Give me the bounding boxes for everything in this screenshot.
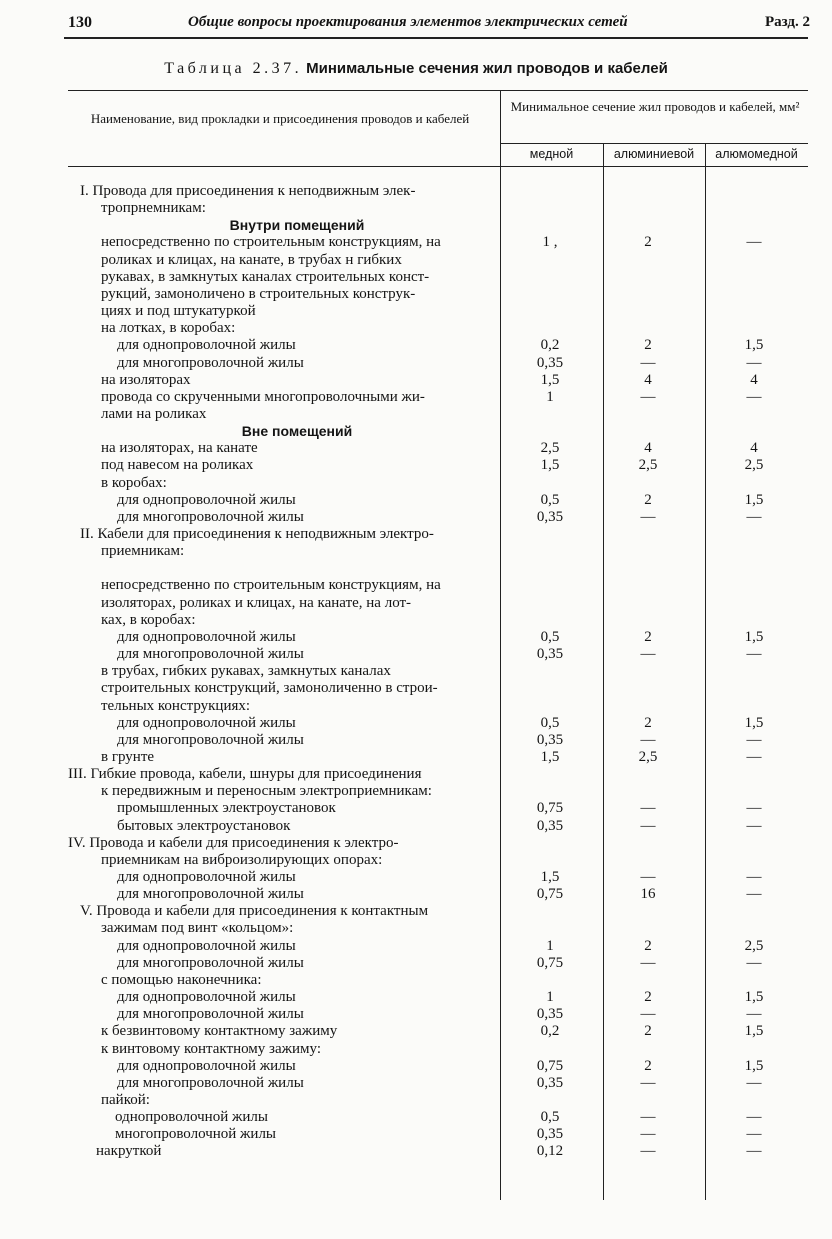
table-cell-cual: 4 (750, 371, 758, 388)
table-cell-cual: — (746, 1109, 762, 1126)
table-cell-al: 2 (644, 628, 652, 645)
table-cell-al: 2 (644, 1023, 652, 1040)
table-cell-al: — (640, 1109, 656, 1126)
column-divider (705, 143, 706, 1200)
page-number: 130 (68, 14, 92, 31)
table-cell-cu: 0,75 (536, 1057, 564, 1074)
table-cell-al: 2 (644, 714, 652, 731)
table-cell-al: 2 (644, 491, 652, 508)
table-cell-cual: 2,5 (744, 457, 764, 474)
table-cell-cual: — (746, 731, 762, 748)
table-cell-cual: 1,5 (744, 714, 764, 731)
table-cell-cu: 0,75 (536, 886, 564, 903)
table-row-label: многопроволочной жилы (115, 1126, 277, 1143)
table-cell-cu: 0,2 (540, 337, 560, 354)
table-cell-cual: — (746, 1126, 762, 1143)
table-cell-al: — (640, 1126, 656, 1143)
table-row-label: для многопроволочной жилы (117, 354, 304, 371)
table-row-label: бытовых электроустановок (117, 817, 291, 834)
table-cell-cu: 1,5 (540, 748, 560, 765)
table-cell-al: 2 (644, 337, 652, 354)
table-cell-al: 2,5 (638, 457, 658, 474)
table-cell-al: 2 (644, 234, 652, 251)
table-cell-cual: 1,5 (744, 1023, 764, 1040)
table-cell-al: — (640, 388, 656, 405)
table-cell-al: 4 (644, 440, 652, 457)
table-caption-title: Минимальные сечения жил проводов и кабелей (306, 60, 668, 77)
table-row-label: строительных конструкций, замоноличенно в строи- (101, 680, 438, 697)
table-cell-cual: — (746, 886, 762, 903)
table-cell-cu: 1,5 (540, 371, 560, 388)
table-row-label: для однопроволочной жилы (117, 337, 296, 354)
table-cell-cual: 2,5 (744, 937, 764, 954)
table-cell-cu: 1,5 (540, 869, 560, 885)
table-cell-cu: 0,35 (536, 1126, 564, 1143)
table-cell-cu: 0,35 (536, 731, 564, 748)
table-row-label: III. Гибкие провода, кабели, шнуры для присоединения (68, 766, 422, 783)
table-cell-al: — (640, 869, 656, 885)
table-cell-al: — (640, 1074, 656, 1091)
table-row-label: приемникам: (101, 543, 185, 560)
table-cell-cu: 0,35 (536, 817, 564, 834)
table-row-label: для однопроволочной жилы (117, 937, 296, 954)
table-cell-al: — (640, 646, 656, 663)
table-row-label: для многопроволочной жилы (117, 731, 304, 748)
table-cell-cual: — (746, 817, 762, 834)
table-cell-cual: — (746, 234, 762, 251)
table-row-label: приемникам на виброизолирующих опорах: (101, 851, 383, 868)
table-row-label: тропрнемникам: (101, 200, 206, 217)
section-label: Разд. 2 (764, 14, 810, 30)
table-cell-cual: 1,5 (744, 337, 764, 354)
table-cell-cual: — (746, 1006, 762, 1023)
table-row-label: пайкой: (101, 1091, 150, 1108)
table-cell-cu: 0,35 (536, 646, 564, 663)
table-row-label: однопроволочной жилы (115, 1109, 268, 1126)
table-row-label: изоляторах, роликах и клицах, на канате, на лот- (101, 594, 412, 611)
table-cell-al: — (640, 354, 656, 371)
table-row-label: ках, в коробах: (101, 611, 196, 628)
table-row-label: роликах и клицах, на канате, в трубах н гибких (101, 251, 402, 268)
table-row-label: под навесом на роликах (101, 457, 254, 474)
table-row-label: циях и под штукатуркой (101, 303, 256, 320)
table-row-label: для многопроволочной жилы (117, 1074, 304, 1091)
table-cell-cu: 0,2 (540, 1023, 560, 1040)
table-cell-cual: — (746, 1074, 762, 1091)
table-row-label: рукавах, в замкнутых каналах строительных конст- (101, 268, 430, 285)
table-cell-al: 2 (644, 937, 652, 954)
header-rule (64, 37, 808, 39)
table-cell-cu: 1,5 (540, 457, 560, 474)
table-row-label: к винтовому контактному зажиму: (101, 1040, 321, 1057)
table-row-label: непосредственно по строительным конструкциям, на (101, 577, 441, 594)
table-row-label: в грунте (101, 748, 155, 765)
table-cell-cu: 0,5 (540, 628, 560, 645)
table-cell-al: — (640, 508, 656, 525)
table-row-label: промышленных электроустановок (117, 800, 336, 817)
table-cell-cual: 1,5 (744, 491, 764, 508)
table-row-label: для многопроволочной жилы (117, 886, 304, 903)
table-row-label: для однопроволочной жилы (117, 714, 296, 731)
table-cell-al: — (640, 954, 656, 971)
column-header-copper: медной (529, 147, 574, 161)
table-cell-al: — (640, 817, 656, 834)
table-row-label: в трубах, гибких рукавах, замкнутых каналах (101, 663, 391, 680)
table-cell-cu: 2,5 (540, 440, 560, 457)
table-cell-cu: 0,5 (540, 714, 560, 731)
table-cell-cu: 0,75 (536, 800, 564, 817)
table-row-label: к безвинтовому контактному зажиму (101, 1023, 338, 1040)
table-cell-al: — (640, 1143, 656, 1160)
table-cell-cu: 0,5 (540, 1109, 560, 1126)
column-divider (603, 143, 604, 1200)
table-cell-cu: 0,12 (536, 1143, 564, 1160)
table-cell-cual: — (746, 508, 762, 525)
table-cell-al: — (640, 1006, 656, 1023)
running-title: Общие вопросы проектирования элементов электрических сетей (188, 14, 628, 30)
table-cell-cual: 4 (750, 440, 758, 457)
column-header-cualum: алюмомедной (715, 147, 798, 161)
table-row-label: накруткой (96, 1143, 162, 1160)
table-row-label: с помощью наконечника: (101, 971, 262, 988)
column-header-aluminum: алюминиевой (613, 147, 695, 161)
table-cell-cual: — (746, 954, 762, 971)
table-row-label: тельных конструкциях: (101, 697, 251, 714)
column-divider (500, 90, 501, 1200)
table-row-label: для однопроволочной жилы (117, 869, 296, 885)
table-caption (0, 60, 832, 78)
table-cell-al: 16 (640, 886, 656, 903)
table-row-label: к передвижным и переносным электроприемникам: (101, 783, 432, 800)
table-row-label: для однопроволочной жилы (117, 628, 296, 645)
table-row-label: для многопроволочной жилы (117, 646, 304, 663)
table-cell-cu: 0,35 (536, 354, 564, 371)
table-cell-cual: 1,5 (744, 1057, 764, 1074)
table-row-label: зажимам под винт «кольцом»: (101, 920, 294, 937)
table-cell-al: 2 (644, 989, 652, 1006)
table-row-label: на лотках, в коробах: (101, 320, 236, 337)
table-subheading: Вне помещений (241, 423, 353, 440)
table-row-label: для многопроволочной жилы (117, 1006, 304, 1023)
table-cell-cual: 1,5 (744, 628, 764, 645)
table-cell-al: — (640, 731, 656, 748)
table-row-label: для однопроволочной жилы (117, 1057, 296, 1074)
table-cell-cu: 0,5 (540, 491, 560, 508)
table-cell-cu: 1 (546, 937, 554, 954)
table-row-label: на изоляторах, на канате (101, 440, 258, 457)
table-row-label: рукций, замоноличено в строительных конструк- (101, 285, 416, 302)
table-cell-cual: — (746, 748, 762, 765)
column-header-group: Минимальное сечение жил проводов и кабелей, мм² (510, 99, 800, 114)
table-row-label: непосредственно по строительным конструкциям, на (101, 234, 441, 251)
table-top-rule (68, 90, 808, 91)
table-row-label: II. Кабели для присоединения к неподвижным электро- (80, 526, 434, 542)
table-cell-cual: — (746, 800, 762, 817)
table-cell-al: 2,5 (638, 748, 658, 765)
table-cell-al: 4 (644, 371, 652, 388)
table-row-label: для однопроволочной жилы (117, 491, 296, 508)
table-subheading: Внутри помещений (229, 217, 365, 234)
table-cell-cual: — (746, 354, 762, 371)
table-row-label: лами на роликах (101, 405, 207, 422)
table-cell-cual: — (746, 646, 762, 663)
table-row-label: на изоляторах (101, 371, 191, 388)
table-cell-cual: — (746, 388, 762, 405)
table-row-label: I. Провода для присоединения к неподвижным элек- (80, 183, 416, 199)
table-cell-cu: 0,35 (536, 1074, 564, 1091)
table-row-label: для однопроволочной жилы (117, 989, 296, 1006)
table-cell-cual: — (746, 869, 762, 885)
table-row-label: V. Провода и кабели для присоединения к контактным (80, 903, 429, 920)
table-row-label: в коробах: (101, 474, 167, 491)
column-header-name: Наименование, вид прокладки и присоединения проводов и кабелей (90, 111, 470, 126)
table-cell-cual: — (746, 1143, 762, 1160)
table-cell-cu: 1 , (542, 234, 558, 251)
header-bottom-rule (68, 166, 808, 167)
subheader-rule (500, 143, 808, 144)
table-row-label: для многопроволочной жилы (117, 508, 304, 525)
table-cell-cu: 1 (546, 388, 554, 405)
table-cell-cu: 0,35 (536, 1006, 564, 1023)
table-cell-cu: 1 (546, 989, 554, 1006)
table-cell-cu: 0,35 (536, 508, 564, 525)
table-cell-al: — (640, 800, 656, 817)
table-cell-cu: 0,75 (536, 954, 564, 971)
table-row-label: IV. Провода и кабели для присоединения к электро- (68, 834, 399, 851)
table-row-label: провода со скрученными многопроволочными жи- (101, 388, 425, 405)
table-row-label: для многопроволочной жилы (117, 954, 304, 971)
table-cell-al: 2 (644, 1057, 652, 1074)
table-cell-cual: 1,5 (744, 989, 764, 1006)
table-caption-label: Таблица 2.37. (164, 60, 303, 77)
